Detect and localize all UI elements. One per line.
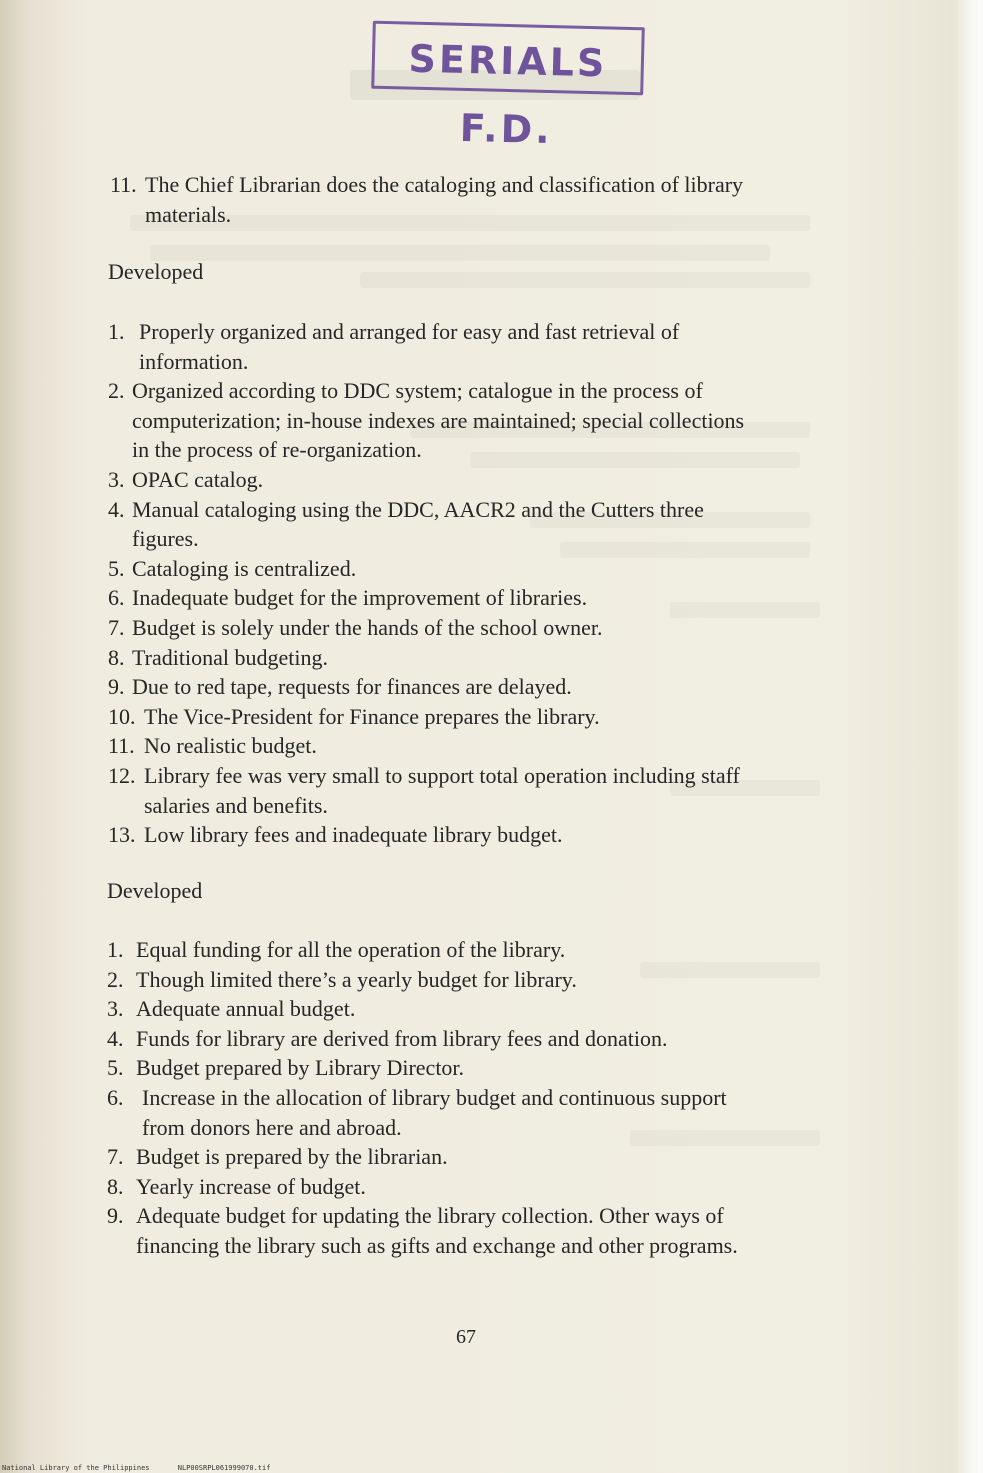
list-item-text: Inadequate budget for the improvement of libraries.: [132, 585, 588, 611]
list-item-number: 5.: [108, 555, 125, 581]
list-item-text: Traditional budgeting.: [132, 644, 328, 670]
list-item-text: Equal funding for all the operation of the library.: [136, 937, 566, 962]
list-item-text: in the process of re-organization.: [132, 437, 422, 463]
list-item-text: information.: [139, 348, 249, 374]
list-item-text: computerization; in-house indexes are maintained; special collections: [132, 407, 745, 433]
list-item-number: 12.: [108, 763, 136, 788]
list-item-number: 10.: [108, 703, 136, 729]
section-heading: Developed: [108, 259, 204, 284]
list-item-text: Increase in the allocation of library budget and continuous support: [142, 1085, 727, 1110]
list-item-number: 11.: [108, 733, 135, 759]
list-item-number: 6.: [107, 1085, 124, 1110]
list-item-text: Library fee was very small to support total operation including staff: [144, 763, 740, 788]
serials-stamp: SERIALS F.D.: [371, 21, 645, 96]
section-heading: Developed: [107, 878, 203, 903]
list-item-text: Though limited there’s a yearly budget for library.: [136, 966, 577, 992]
list-item-number: 6.: [108, 585, 125, 611]
list-item-text: Adequate budget for updating the library collection. Other ways of: [136, 1203, 724, 1229]
list-item-text: The Chief Librarian does the cataloging and classification of library: [145, 172, 744, 197]
list-item-text: salaries and benefits.: [144, 792, 328, 818]
list-item-text: financing the library such as gifts and exchange and other programs.: [136, 1232, 738, 1258]
list-item-text: Budget prepared by Library Director.: [136, 1055, 465, 1081]
list-item-text: The Vice-President for Finance prepares the library.: [144, 703, 600, 729]
list-item-number: 1.: [108, 319, 125, 344]
list-item-number: 13.: [108, 822, 136, 848]
list-item-number: 4.: [107, 1025, 124, 1051]
list-item-text: Budget is solely under the hands of the school owner.: [132, 615, 603, 640]
list-item-number: 8.: [108, 644, 125, 670]
list-item-number: 5.: [107, 1055, 124, 1081]
list-item-text: Low library fees and inadequate library budget.: [144, 822, 563, 848]
list-item-text: Yearly increase of budget.: [136, 1173, 366, 1199]
list-item-text: Adequate annual budget.: [136, 996, 356, 1022]
list-item-text: Manual cataloging using the DDC, AACR2 and the Cutters three: [132, 496, 704, 522]
list-item-text: OPAC catalog.: [132, 467, 264, 492]
footer-source: National Library of the Philippines: [2, 1464, 150, 1472]
list-item-number: 2.: [108, 378, 125, 404]
list-item-number: 7.: [108, 615, 125, 640]
list-item-text: Cataloging is centralized.: [132, 555, 357, 581]
list-item-number: 9.: [107, 1203, 124, 1229]
list-item-number: 3.: [107, 996, 124, 1022]
list-item-number: 3.: [108, 467, 125, 492]
list-item-number: 4.: [108, 496, 125, 522]
list-item-text: Properly organized and arranged for easy and fast retrieval of: [139, 319, 680, 344]
list-item-text: materials.: [145, 201, 232, 227]
footer-file: NLP00SRPL061999070.tif: [177, 1464, 271, 1472]
page-number: 67: [456, 1326, 476, 1348]
list-item-number: 2.: [107, 966, 124, 992]
list-item-text: No realistic budget.: [144, 733, 317, 759]
list-item-text: Budget is prepared by the librarian.: [136, 1144, 448, 1170]
list-item-number: 9.: [108, 674, 125, 700]
list-item-text: figures.: [132, 526, 199, 552]
list-item-text: Due to red tape, requests for finances are delayed.: [132, 674, 572, 700]
list-item-number: 11.: [110, 172, 137, 197]
scan-footer: [2, 1464, 270, 1472]
list-item-text: from donors here and abroad.: [142, 1114, 402, 1140]
list-item-number: 7.: [107, 1144, 124, 1170]
list-item-number: 1.: [107, 937, 124, 962]
list-item-text: Funds for library are derived from library fees and donation.: [136, 1025, 668, 1051]
list-item-text: Organized according to DDC system; catalogue in the process of: [132, 378, 703, 404]
list-item-number: 8.: [107, 1173, 124, 1199]
